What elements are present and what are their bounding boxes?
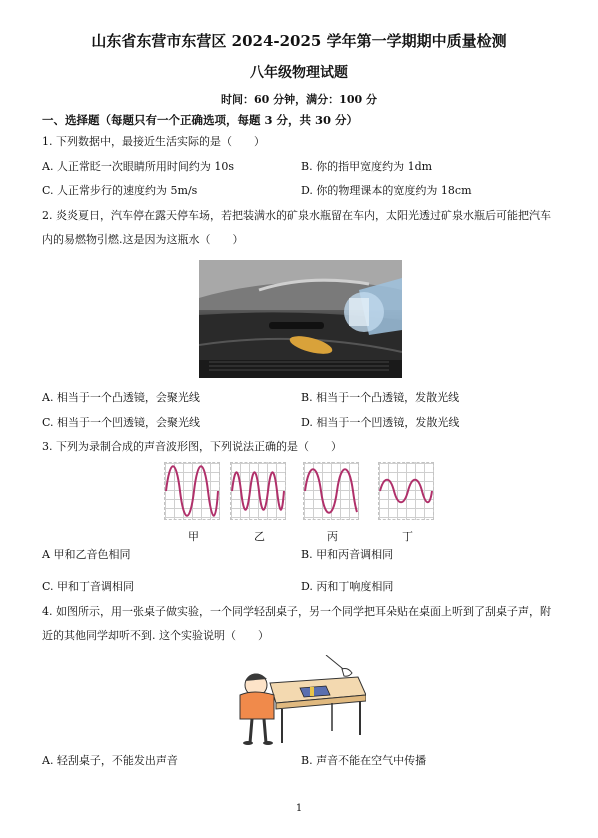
wave-label-bing: 丙: [327, 530, 338, 543]
q2-stem-line1: 2. 炎炎夏日，汽车停在露天停车场，若把装满水的矿泉水瓶留在车内，太阳光透过矿泉水瓶后可能把汽车: [42, 209, 551, 222]
q3-option-a: A 甲和乙音色相同: [42, 548, 131, 561]
q4-option-a: A. 轻刮桌子，不能发出声音: [42, 754, 178, 767]
exam-subtitle: 八年级物理试题: [250, 65, 348, 81]
waveform-yi: [230, 462, 286, 520]
waveform-jia: [164, 462, 220, 520]
q2-stem-line2: 内的易燃物引燃.这是因为这瓶水（ ）: [42, 233, 244, 246]
exam-title: 山东省东营市东营区 2024-2025 学年第一学期期中质量检测: [91, 32, 507, 50]
q1-stem: 1. 下列数据中，最接近生活实际的是（ ）: [42, 135, 265, 148]
q4-stem-line2: 近的其他同学却听不到. 这个实验说明（ ）: [42, 629, 269, 642]
q4-stem-line1: 4. 如图所示，用一张桌子做实验，一个同学轻刮桌子，另一个同学把耳朵贴在桌面上听到了刮桌子声，附: [42, 605, 551, 618]
exam-meta: 时间：60 分钟，满分：100 分: [221, 93, 377, 106]
photo-drawing: [199, 260, 402, 378]
q1-option-b: B. 你的指甲宽度约为 1dm: [301, 160, 433, 173]
q3-option-d: D. 丙和丁响度相同: [301, 580, 394, 593]
wave-label-ding: 丁: [402, 530, 413, 543]
section-heading: 一、选择题（每题只有一个正确选项，每题 3 分，共 30 分）: [42, 113, 359, 127]
q4-option-b: B. 声音不能在空气中传播: [301, 754, 427, 767]
q2-option-d: D. 相当于一个凹透镜，发散光线: [301, 416, 460, 429]
q1-option-d: D. 你的物理课本的宽度约为 18cm: [301, 184, 472, 197]
waveform-bing: [303, 462, 359, 520]
q1-option-c: C. 人正常步行的速度约为 5m/s: [42, 184, 198, 197]
waveform-ding: [378, 462, 434, 520]
q2-option-a: A. 相当于一个凸透镜，会聚光线: [42, 391, 200, 404]
q1-option-a: A. 人正常眨一次眼睛所用时间约为 10s: [42, 160, 235, 173]
wave-label-jia: 甲: [188, 530, 199, 543]
q2-option-b: B. 相当于一个凸透镜，发散光线: [301, 391, 460, 404]
q2-option-c: C. 相当于一个凹透镜，会聚光线: [42, 416, 201, 429]
page-number: 1: [295, 803, 303, 814]
car-dashboard-bottle-photo: [199, 260, 402, 378]
table-experiment-illustration: [230, 655, 366, 745]
q3-option-b: B. 甲和丙音调相同: [301, 548, 394, 561]
q3-stem: 3. 下列为录制合成的声音波形图，下列说法正确的是（ ）: [42, 440, 342, 453]
q3-option-c: C. 甲和丁音调相同: [42, 580, 135, 593]
wave-label-yi: 乙: [254, 530, 265, 543]
